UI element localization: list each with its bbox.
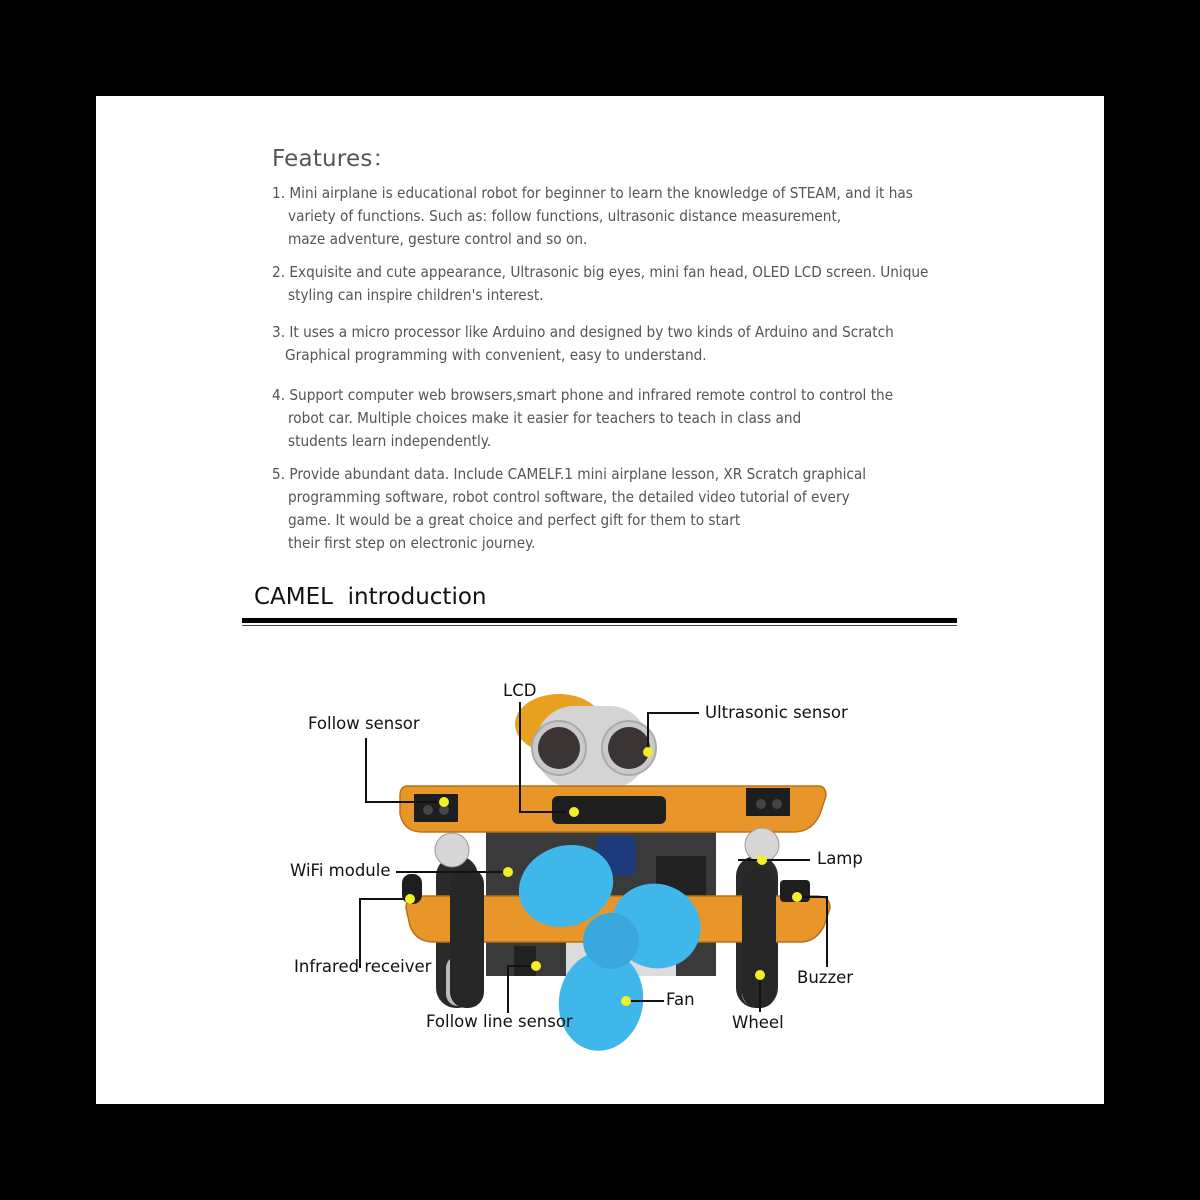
robot-diagram [96,96,1104,1104]
feature-line: 2. Exquisite and cute appearance, Ultrasonic big eyes, mini fan head, OLED LCD screen. Unique [272,263,929,281]
label-follow-line-sensor: Follow line sensor [426,1012,573,1031]
feature-line: programming software, robot control software, the detailed video tutorial of every [288,488,850,506]
feature-line: 3. It uses a micro processor like Arduino and designed by two kinds of Arduino and Scratch [272,323,894,341]
label-wheel: Wheel [732,1013,784,1032]
feature-line: 1. Mini airplane is educational robot for beginner to learn the knowledge of STEAM, and it has [272,184,913,202]
section-heading: CAMEL introduction [254,584,487,610]
features-heading: Features： [272,146,396,172]
feature-line: 5. Provide abundant data. Include CAMELF.1 mini airplane lesson, XR Scratch graphical [272,465,867,483]
product-page [96,96,1104,1104]
feature-line: variety of functions. Such as: follow functions, ultrasonic distance measurement, [288,207,842,225]
feature-line: Graphical programming with convenient, easy to understand. [285,346,707,364]
feature-line: styling can inspire children's interest. [288,286,544,304]
feature-line: game. It would be a great choice and perfect gift for them to start [288,511,741,529]
label-follow-sensor: Follow sensor [308,714,420,733]
label-fan: Fan [666,990,695,1009]
feature-line: students learn independently. [288,432,492,450]
ultrasonic-sensor-shape [532,706,656,788]
feature-line: their first step on electronic journey. [288,534,536,552]
feature-line: robot car. Multiple choices make it easier for teachers to teach in class and [288,409,802,427]
label-wifi-module: WiFi module [290,861,391,880]
label-ultrasonic-sensor: Ultrasonic sensor [705,703,848,722]
label-lamp: Lamp [817,849,863,868]
label-lcd: LCD [503,681,537,700]
label-infrared-receiver: Infrared receiver [294,957,432,976]
top-pcb [400,786,826,832]
feature-line: maze adventure, gesture control and so on. [288,230,588,248]
feature-line: 4. Support computer web browsers,smart phone and infrared remote control to control the [272,386,894,404]
label-buzzer: Buzzer [797,968,854,987]
